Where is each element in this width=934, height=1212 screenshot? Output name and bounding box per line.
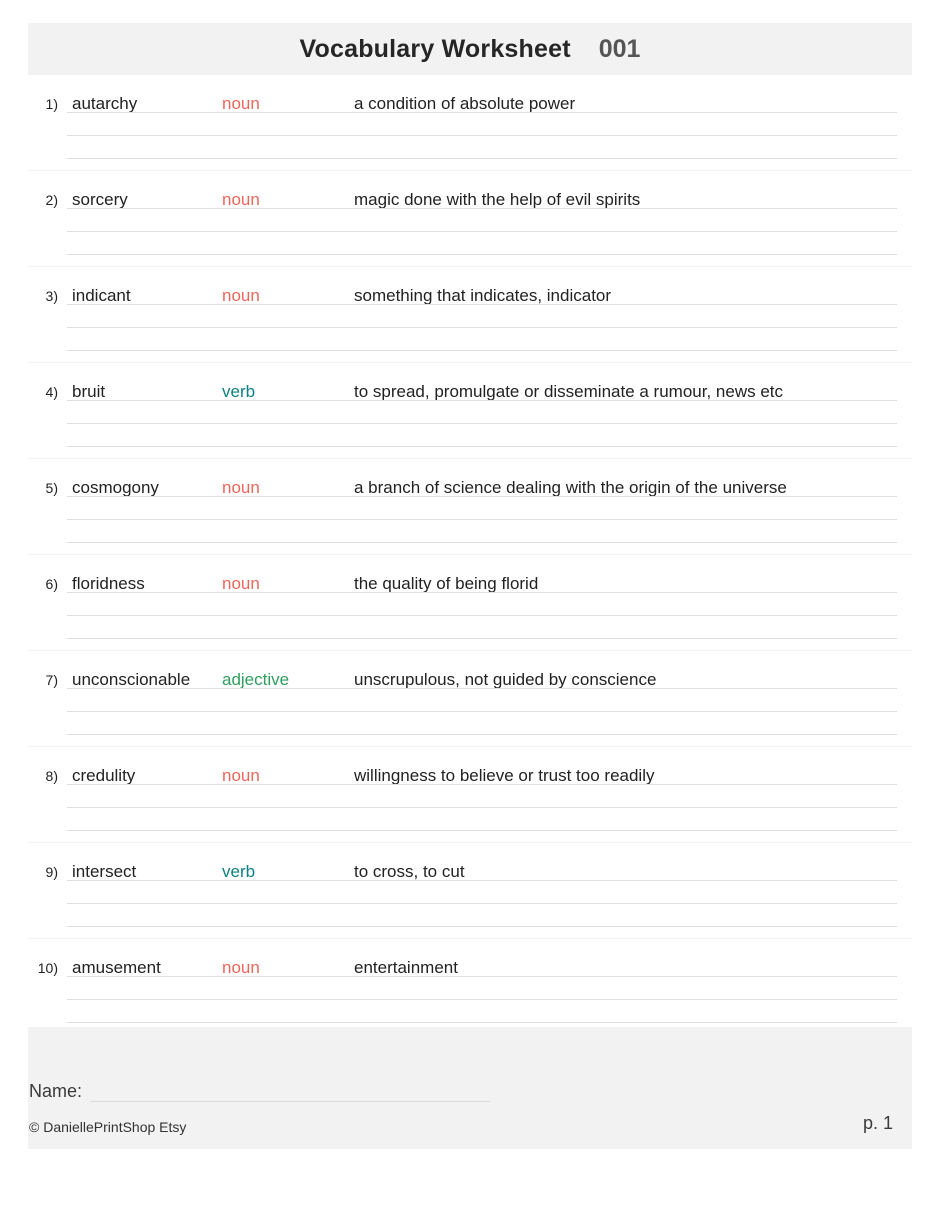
worksheet-header	[28, 23, 912, 75]
writing-line	[67, 446, 897, 447]
entry-definition: unscrupulous, not guided by conscience	[354, 670, 657, 689]
writing-line	[67, 135, 897, 136]
vocab-entry-8	[28, 747, 912, 843]
writing-line	[67, 880, 897, 881]
vocab-entry-2	[28, 171, 912, 267]
name-label: Name:	[29, 1081, 83, 1101]
entry-index: 4)	[45, 384, 58, 400]
entry-definition: willingness to believe or trust too readily	[354, 766, 655, 785]
entry-index: 7)	[45, 672, 58, 688]
writing-line	[67, 638, 897, 639]
entry-part-of-speech: noun	[222, 574, 260, 593]
writing-line	[67, 254, 897, 255]
vocab-entry-7	[28, 651, 912, 747]
entry-part-of-speech: verb	[222, 382, 256, 401]
writing-line	[67, 208, 897, 209]
entry-part-of-speech: noun	[222, 190, 260, 209]
entry-definition: something that indicates, indicator	[354, 286, 612, 305]
entry-index: 10)	[37, 960, 58, 976]
vocab-entry-9	[28, 843, 912, 939]
entry-index: 5)	[45, 480, 58, 496]
writing-line	[67, 711, 897, 712]
entry-part-of-speech: noun	[222, 766, 260, 785]
entry-part-of-speech: noun	[222, 94, 260, 113]
entry-word: cosmogony	[72, 478, 159, 497]
name-field-line[interactable]	[90, 1101, 490, 1102]
writing-line	[67, 830, 897, 831]
vocab-entry-10	[28, 939, 912, 1034]
entry-definition: the quality of being florid	[354, 574, 539, 593]
entry-index: 2)	[45, 192, 58, 208]
writing-line	[67, 304, 897, 305]
writing-line	[67, 615, 897, 616]
vocab-entry-5	[28, 459, 912, 555]
writing-line	[67, 400, 897, 401]
entry-definition: entertainment	[354, 958, 458, 977]
vocab-entry-6	[28, 555, 912, 651]
entry-definition: to cross, to cut	[354, 862, 465, 881]
writing-line	[67, 807, 897, 808]
writing-line	[67, 688, 897, 689]
vocabulary-list	[28, 75, 912, 1034]
entry-definition: to spread, promulgate or disseminate a rumour, news etc	[354, 382, 783, 401]
entry-index: 8)	[45, 768, 58, 784]
writing-line	[67, 423, 897, 424]
vocab-entry-1	[28, 75, 912, 171]
writing-line	[67, 112, 897, 113]
entry-part-of-speech: noun	[222, 286, 260, 305]
writing-line	[67, 1022, 897, 1023]
writing-line	[67, 976, 897, 977]
entry-definition: magic done with the help of evil spirits	[354, 190, 641, 209]
entry-word: sorcery	[72, 190, 128, 209]
vocab-entry-4	[28, 363, 912, 459]
entry-index: 1)	[45, 96, 58, 112]
writing-line	[67, 327, 897, 328]
vocab-entry-3	[28, 267, 912, 363]
writing-line	[67, 734, 897, 735]
worksheet-number: 001	[598, 34, 641, 63]
writing-line	[67, 999, 897, 1000]
entry-word: unconscionable	[72, 670, 191, 689]
entry-part-of-speech: adjective	[222, 670, 290, 689]
entry-index: 9)	[45, 864, 58, 880]
writing-line	[67, 784, 897, 785]
writing-line	[67, 903, 897, 904]
entry-part-of-speech: noun	[222, 958, 260, 977]
entry-definition: a condition of absolute power	[354, 94, 576, 113]
entry-index: 6)	[45, 576, 58, 592]
entry-word: intersect	[72, 862, 137, 881]
page-number: p. 1	[862, 1113, 893, 1133]
writing-line	[67, 519, 897, 520]
entry-part-of-speech: noun	[222, 478, 260, 497]
worksheet-footer	[28, 1027, 912, 1149]
writing-line	[67, 350, 897, 351]
entry-word: credulity	[72, 766, 136, 785]
writing-line	[67, 542, 897, 543]
entry-word: floridness	[72, 574, 145, 593]
entry-index: 3)	[45, 288, 58, 304]
entry-word: amusement	[72, 958, 161, 977]
entry-word: bruit	[72, 382, 106, 401]
writing-line	[67, 592, 897, 593]
entry-part-of-speech: verb	[222, 862, 256, 881]
entry-word: indicant	[72, 286, 131, 305]
writing-line	[67, 926, 897, 927]
entry-definition: a branch of science dealing with the origin of the universe	[354, 478, 787, 497]
worksheet-title: Vocabulary Worksheet	[299, 34, 571, 63]
writing-line	[67, 231, 897, 232]
copyright-notice: © DaniellePrintShop Etsy	[29, 1119, 187, 1135]
writing-line	[67, 158, 897, 159]
writing-line	[67, 496, 897, 497]
entry-word: autarchy	[72, 94, 138, 113]
